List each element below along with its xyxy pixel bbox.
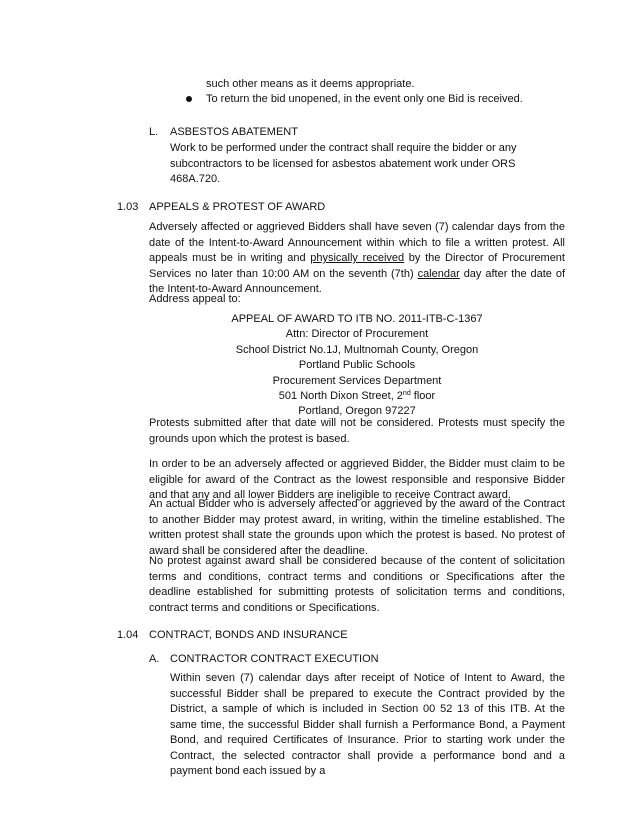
address-intro: Address appeal to:	[149, 293, 241, 305]
address-line-7: Portland, Oregon 97227	[298, 405, 416, 418]
address-line-5: Procurement Services Department	[272, 374, 442, 387]
continuation-text: such other means as it deems appropriate.	[206, 78, 415, 90]
section-l-heading: ASBESTOS ABATEMENT	[170, 126, 298, 138]
calendar-text: calendar	[417, 267, 460, 280]
address-line-3: School District No.1J, Multnomah County, Oregon	[235, 343, 479, 356]
subsection-a-heading: CONTRACTOR CONTRACT EXECUTION	[170, 653, 379, 665]
eligibility-paragraph: In order to be an adversely affected or aggrieved Bidder, the Bidder must claim to be eligible for award of the Contract as the lowest responsible and responsive Bidder and that any and all lower Bidders are ineligible to receive Contract award.	[149, 458, 565, 501]
address-floor: floor	[410, 390, 436, 403]
address-block	[149, 312, 565, 420]
subsection-a-letter: A.	[149, 653, 160, 665]
contract-execution-text: Within seven (7) calendar days after receipt of Notice of Intent to Award, the successful Bidder shall be prepared to execute the Contract provided by the District, a sample of which is included in Section 00 52 13 of this ITB. At the same time, the successful Bidder shall furnish a Performance Bond, a Payment Bond, and required Certificates of Insurance. Prior to starting work under the Contract, the selected contractor shall provide a performance bond and a payment bond each issued by a	[170, 672, 565, 777]
protest-deadline-paragraph: Protests submitted after that date will not be considered. Protests must specify the grounds upon which the protest is based.	[149, 417, 565, 445]
appeal-text-part-3: day after the date of the Intent-to-Award Announcement.	[149, 267, 566, 295]
address-line-2: Attn: Director of Procurement	[285, 328, 429, 341]
physically-received-text: physically received	[310, 252, 405, 264]
section-l-letter: L.	[149, 126, 159, 138]
ordinal-suffix: nd	[402, 390, 411, 398]
section-104-number: 1.04	[117, 629, 139, 641]
actual-bidder-paragraph: An actual Bidder who is adversely affected or aggrieved by the award of the Contract to another Bidder may protest award, in writing, within the timeline established. The written protest shall state the grounds upon which the protest is based. No protest of award shall be considered after the deadline.	[149, 498, 565, 557]
appeal-paragraph	[149, 220, 565, 298]
address-line-4: Portland Public Schools	[298, 359, 416, 372]
no-protest-paragraph: No protest against award shall be considered because of the content of solicitation terms and conditions, contract terms and conditions or Specifications after the deadline established for submitting protests of solicitation terms and conditions, contract terms and conditions or Specifications.	[149, 555, 565, 614]
bullet-icon	[186, 96, 192, 102]
appeal-text-part-1: Adversely affected or aggrieved Bidders shall have seven (7) calendar days from the date of the Intent-to-Award Announcement within which to file a written protest. All appeals must be in writing and	[149, 221, 565, 264]
address-street: 501 North Dixon Street, 2	[278, 390, 403, 403]
appeal-text-part-2: by the Director of Procurement Services no later than 10:00 AM on the seventh (7th)	[149, 252, 565, 280]
section-l-text: Work to be performed under the contract shall require the bidder or any subcontractors to be licensed for asbestos abatement work under ORS 468A.720.	[170, 142, 517, 185]
section-104-heading: CONTRACT, BONDS AND INSURANCE	[149, 629, 348, 641]
address-line-1: APPEAL OF AWARD TO ITB NO. 2011-ITB-C-1367	[231, 313, 483, 325]
section-103-heading: APPEALS & PROTEST OF AWARD	[149, 201, 326, 213]
bullet-item-text: To return the bid unopened, in the event only one Bid is received.	[206, 93, 523, 105]
section-103-number: 1.03	[117, 201, 139, 213]
address-line-6	[149, 389, 565, 404]
